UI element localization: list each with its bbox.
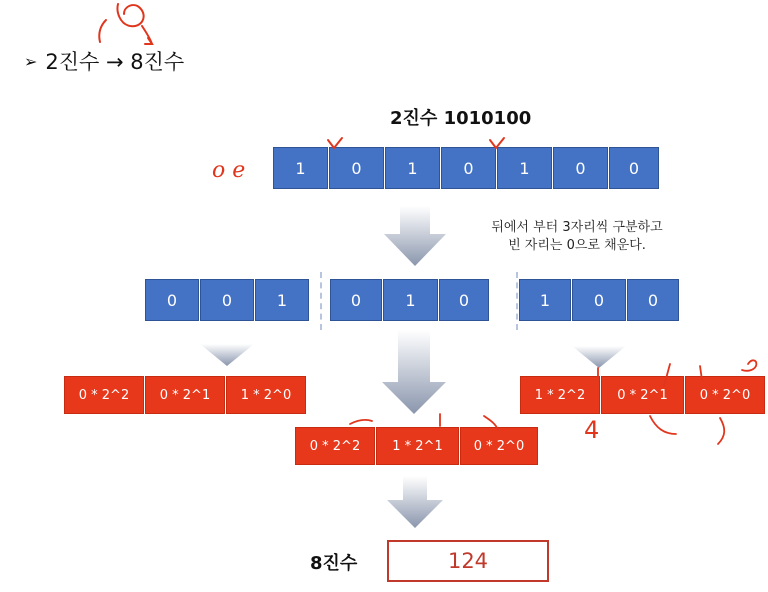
handwritten-tick [328,138,504,148]
heading-text: 2진수 → 8진수 [45,50,185,74]
binary-digit-cell: 1 [385,147,440,189]
binary-title: 2진수 1010100 [390,108,532,129]
group3-term-cell: 0 * 2^0 [685,376,765,414]
binary-digit-cell: 0 [329,147,384,189]
note-line-1: 뒤에서 부터 3자리씩 구분하고 [491,220,663,235]
binary-digit-cell: 1 [273,147,328,189]
result-label: 8진수 [310,553,358,574]
result-value-box: 124 [387,540,549,582]
group3-digit-cell: 1 [519,279,571,321]
binary-digit-cell: 0 [441,147,496,189]
binary-digit-cell: 0 [553,147,608,189]
note-line-2: 빈 자리는 0으로 채운다. [508,238,646,253]
group2-term-cell: 0 * 2^0 [460,427,538,465]
group3-term-cell: 1 * 2^2 [520,376,600,414]
group1-digit-cell: 0 [200,279,254,321]
down-arrow-icon [384,206,446,266]
group3-digit-cell: 0 [572,279,626,321]
group1-digit-cell: 1 [255,279,309,321]
down-arrow-icon [382,330,446,414]
group2-digit-cell: 1 [383,279,438,321]
group1-digit-cell: 0 [145,279,199,321]
binary-digit-cell: 0 [609,147,659,189]
down-arrow-icon [572,346,626,368]
group3-term-cell: 0 * 2^1 [601,376,684,414]
group2-digit-cell: 0 [439,279,489,321]
group1-term-cell: 0 * 2^1 [145,376,225,414]
group1-term-cell: 0 * 2^2 [64,376,144,414]
down-arrow-icon [387,476,443,528]
group3-digit-cell: 0 [627,279,679,321]
handwritten-marks: o e [212,158,246,183]
group2-digit-cell: 0 [330,279,382,321]
group2-term-cell: 0 * 2^2 [295,427,375,465]
handwritten-digit: 4 [584,416,600,444]
bullet-arrow-icon: ➢ [24,51,38,71]
handwritten-scribble [99,4,152,44]
binary-digit-cell: 1 [497,147,552,189]
group1-term-cell: 1 * 2^0 [226,376,306,414]
down-arrow-icon [200,344,254,366]
group2-term-cell: 1 * 2^1 [376,427,459,465]
